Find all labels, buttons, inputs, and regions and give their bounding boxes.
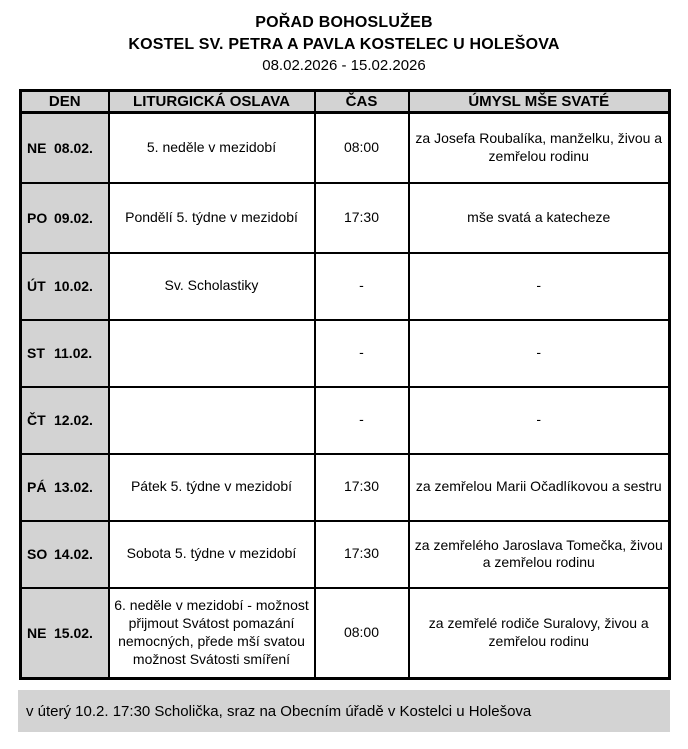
time-cell: 08:00 [315,588,409,679]
day-date: 09.02. [54,209,93,226]
intention-cell: - [409,320,670,387]
schedule-table-container [19,89,668,680]
celebration-cell: Pátek 5. týdne v mezidobí [109,454,315,521]
day-abbreviation: PO [27,209,48,226]
column-header-day: DEN [21,91,109,113]
intention-cell: - [409,253,670,320]
day-cell [21,588,109,679]
table-header-row [21,91,670,113]
time-cell: 17:30 [315,454,409,521]
day-abbreviation: ÚT [27,278,46,294]
day-date: 13.02. [54,479,93,495]
footer-note-bar [18,690,670,732]
celebration-cell: 5. neděle v mezidobí [109,113,315,183]
time-cell: 17:30 [315,521,409,588]
day-date: 11.02. [54,345,93,361]
footer-note-text: v úterý 10.2. 17:30 Scholička, sraz na Obecním úřadě v Kostelci u Holešova [26,702,532,720]
day-cell [21,454,109,521]
table-row [21,253,670,320]
day-date: 15.02. [54,624,93,641]
day-date: 12.02. [54,412,93,428]
column-header-time: ČAS [315,91,409,113]
table-row [21,387,670,454]
time-cell: 17:30 [315,183,409,253]
intention-cell: - [409,387,670,454]
day-cell [21,320,109,387]
table-row [21,521,670,588]
schedule-table [19,89,671,680]
day-cell [21,387,109,454]
day-cell [21,253,109,320]
day-abbreviation: PÁ [27,479,47,495]
page-title: POŘAD BOHOSLUŽEB [255,14,433,31]
day-date: 14.02. [54,546,93,562]
time-cell: - [315,253,409,320]
day-abbreviation: ČT [27,412,46,428]
celebration-cell: Sv. Scholastiky [109,253,315,320]
intention-cell: za zemřelou Marii Očadlíkovou a sestru [409,454,670,521]
column-header-celebration: LITURGICKÁ OSLAVA [109,91,315,113]
day-abbreviation: SO [27,546,48,562]
time-cell: - [315,387,409,454]
intention-cell: za zemřelé rodiče Suralovy, živou a zemřelou rodinu [409,588,670,679]
table-row [21,183,670,253]
day-cell [21,183,109,253]
table-row [21,320,670,387]
celebration-cell [109,387,315,454]
day-date: 08.02. [54,139,93,156]
celebration-cell: 6. neděle v mezidobí - možnost přijmout Svátost pomazání nemocných, přede mší svatou možnost Svátosti smíření [109,588,315,679]
table-row [21,113,670,183]
table-row [21,454,670,521]
intention-cell: mše svatá a katecheze [409,183,670,253]
day-abbreviation: NE [27,139,47,156]
date-range: 08.02.2026 - 15.02.2026 [262,57,426,75]
celebration-cell [109,320,315,387]
intention-cell: za zemřelého Jaroslava Tomečka, živou a zemřelou rodinu [409,521,670,588]
intention-cell: za Josefa Roubalíka, manželku, živou a zemřelou rodinu [409,113,670,183]
table-row [21,588,670,679]
time-cell: - [315,320,409,387]
column-header-intention: ÚMYSL MŠE SVATÉ [409,91,670,113]
time-cell: 08:00 [315,113,409,183]
document-header [0,0,688,76]
church-name: KOSTEL SV. PETRA A PAVLA KOSTELEC U HOLEŠOVA [128,35,560,53]
day-abbreviation: NE [27,624,47,641]
day-cell [21,113,109,183]
celebration-cell: Sobota 5. týdne v mezidobí [109,521,315,588]
celebration-cell: Pondělí 5. týdne v mezidobí [109,183,315,253]
day-abbreviation: ST [27,345,45,361]
day-date: 10.02. [54,278,93,294]
day-cell [21,521,109,588]
